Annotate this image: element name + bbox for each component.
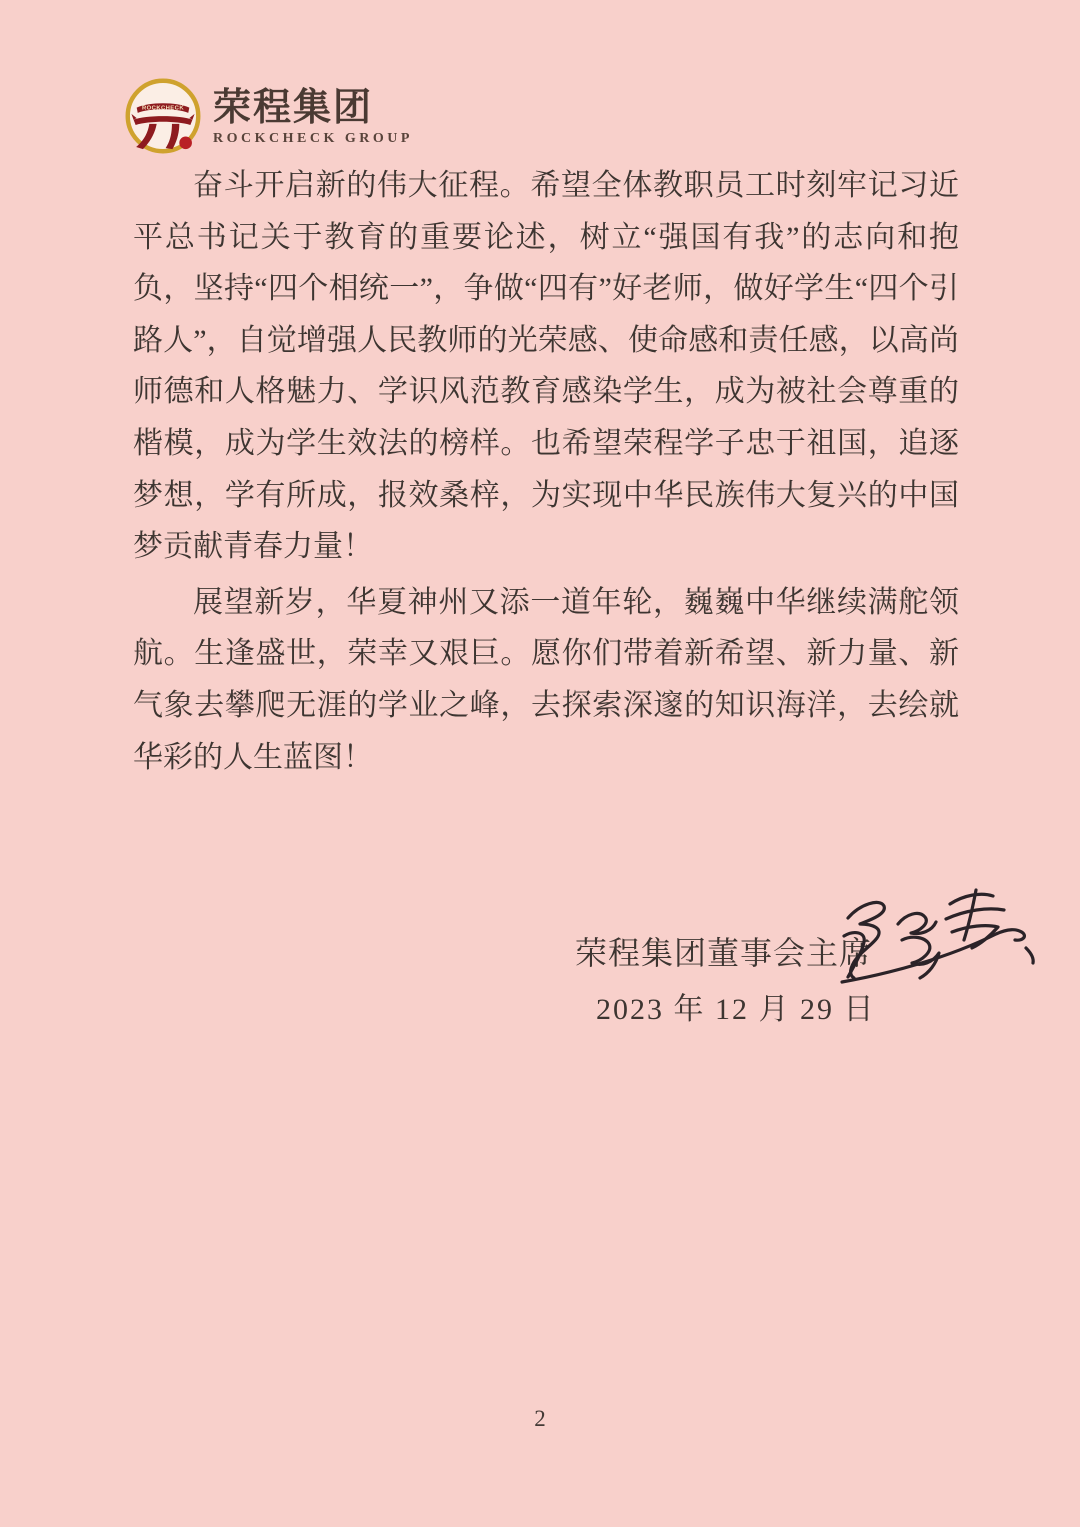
signature-title: 荣程集团董事会主席 [575,935,873,971]
company-name-cn: 荣程集团 [213,86,374,129]
emblem-banner-text: ROCKCHECK [142,105,184,112]
signature-date: 2023 年 12 月 29 日 [596,993,876,1026]
logo-names [213,86,413,147]
letter-body [133,160,959,783]
paragraph-2: 展望新岁，华夏神州又添一道年轮，巍巍中华继续满舵领航。生逢盛世，荣幸又艰巨。愿你们带着新希望、新力量、新气象去攀爬无涯的学业之峰，去探索深邃的知识海洋，去绘就华彩的人生蓝图！ [133,585,959,774]
rockcheck-emblem-icon [123,76,203,156]
company-logo [123,76,413,156]
page-number: 2 [534,1406,546,1431]
company-name-en: ROCKCHECK GROUP [213,130,413,146]
paragraph-1: 奋斗开启新的伟大征程。希望全体教职员工时刻牢记习近平总书记关于教育的重要论述，树立“强国有我”的志向和抱负，坚持“四个相统一”，争做“四有”好老师，做好学生“四个引路人”，自觉增强人民教师的光荣感、使命感和责任感，以高尚师德和人格魅力、学识风范教育感染学生，成为被社会尊重的楷模，成为学生效法的榜样。也希望荣程学子忠于祖国，追逐梦想，学有所成，报效桑梓，为实现中华民族伟大复兴的中国梦贡献青春力量！ [133,169,959,564]
